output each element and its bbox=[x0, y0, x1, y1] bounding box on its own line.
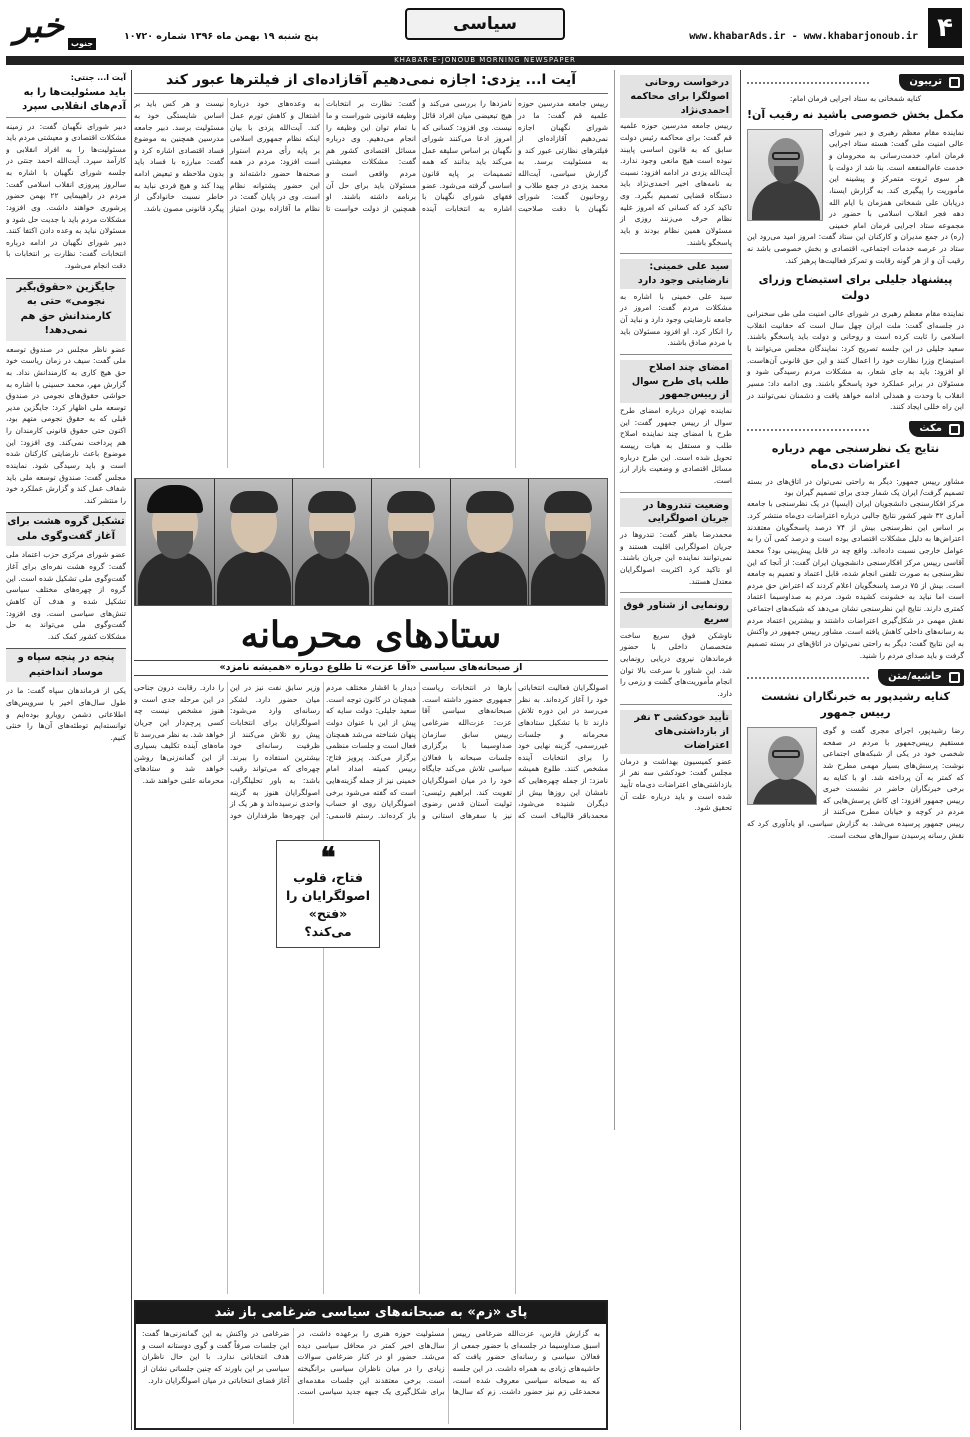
portrait-photo-rashidpour bbox=[747, 727, 817, 805]
divider bbox=[620, 492, 732, 493]
survey-kicker: مشاور رییس جمهور: دیگر به راحتی نمی‌توان در اتاق‌های در بسته تصمیم گرفت/ ایران یک شمار جدی برای تصمیم گیران بود bbox=[747, 476, 964, 497]
vessel-headline: رونمایی از شناور فوق سریع bbox=[620, 598, 732, 628]
margin-header bbox=[747, 669, 964, 685]
hardliners-headline: وضعیت تندروها در جریان اصولگرایی bbox=[620, 498, 732, 528]
divider bbox=[620, 253, 732, 254]
english-name-strip: KHABAR-E-JONOUB MORNING NEWSPAPER bbox=[6, 56, 964, 65]
zarghami-breakfast-box bbox=[134, 1300, 608, 1430]
national-dialogue-headline: تشکیل گروه هشت برای آغاز گفت‌وگوی ملی bbox=[6, 512, 126, 546]
survey-body: مرکز افکارسنجی دانشجویان ایران (ایسپا) در یک نظرسنجی با جامعه آماری ۳۲ شهر کشور نتایج جالبی درباره اعتراضات دی‌ماه منتشر کرد. بر اساس این نظرسنجی بیش از ۷۴ درصد پاسخگویان معتقدند اعتراض‌ها به دلیل مشکلات اقتصادی بوده است و درصد کمی آن را به عوامل خارجی نسبت داده‌اند. واقع چه در قابل پیش‌بینی بود؟ محمد آقاسی رییس مرکز افکارسنجی دانشجویان ایران گفت: از آنجا که این نظرسنجی به صورت تلفنی انجام شده، قابل اعتماد و تعمیم به جامعه است. بیش از ۷۵ درصد پاسخگویان اعلام کردند که اعتراض حق مردم است اما نباید به خشونت کشیده شود. مردم به صداوسیما اعتماد کمتری دارند. نتایج این نظرسنجی نشان می‌دهد که شبکه‌های اجتماعی نقش مهمی در شکل‌گیری اعتراضات داشتند و بیشترین اعتماد مردم به رسانه‌های داخلی کاهش یافته است. مشاور رییس جمهور در واکنش به این نتایج گفت: دیگر به راحتی نمی‌توان در اتاق‌های در بسته تصمیم گرفت و باید صدای مردم را شنید. bbox=[747, 499, 964, 660]
square-icon bbox=[949, 672, 960, 683]
logo-wordmark: خبر bbox=[14, 6, 65, 46]
detainees-body: عضو کمیسیون بهداشت و درمان مجلس گفت: خودکشی سه نفر از بازداشتی‌های اعتراضات دی‌ماه تأیید شده است و باید درباره علت آن تحقیق شود. bbox=[620, 756, 732, 813]
masthead bbox=[6, 6, 964, 62]
candidates-photo-strip bbox=[134, 478, 608, 606]
jannati-headline: باید مسئولیت‌ها را به آدم‌های انقلابی سپرد bbox=[6, 86, 126, 118]
quote-mark-icon: ❝ bbox=[320, 841, 336, 874]
jalili-headline: پیشنهاد جلیلی برای استیضاح وزرای دولت bbox=[758, 273, 953, 303]
right-center-column bbox=[614, 70, 732, 1130]
zarghami-box-title: پای «زم» به صبحانه‌های سیاسی ضرغامی باز شد bbox=[136, 1302, 606, 1324]
tribune-headline: مکمل بخش خصوصی باشید نه رقیب آن! bbox=[747, 107, 964, 121]
vessel-body: ناوشکن فوق سریع ساخت متخصصان داخلی با حضور فرماندهان نیروی دریایی رونمایی شد. این شناور با سرعت بالا توان انجام مأموریت‌های گشت و رزمی را دارد. bbox=[620, 630, 732, 698]
detainees-headline: تأیید خودکشی ۳ نفر از بازداشتی‌های اعتراضات bbox=[620, 710, 732, 753]
survey-headline: نتایج یک نظرسنجی مهم درباره اعتراضات دی‌ماه bbox=[771, 441, 940, 471]
hardliners-body: محمدرضا باهنر گفت: تندروها در جریان اصولگرایی اقلیت هستند و نمی‌توانند نماینده این جریان باشند. او تاکید کرد اکثریت اصولگرایان معتدل هستند. bbox=[620, 530, 732, 586]
main-story-body: رییس جامعه مدرسین حوزه علمیه قم گفت: ما در شورای نگهبان اجازه نمی‌دهیم آقازاده‌ای از فیلترهای نظارتی عبور کند و به مسئولیت برسد. به گزارش سیاسی، آیت‌الله محمد یزدی در جمع طلاب و روحانیون گفت: شورای نگهبان با دقت صلاحیت نامزدها را بررسی می‌کند و هیچ تبعیضی میان افراد قائل نیست. وی افزود: کسانی که امروز ادعا می‌کنند شورای نگهبان بر اساس سلیقه عمل می‌کند باید بدانند که همه تصمیمات بر پایه قانون اساسی گرفته می‌شود. عضو فقهای شورای نگهبان با اشاره به انتخابات آینده گفت: نظارت بر انتخابات وظیفه قانونی شوراست و ما با تمام توان این وظیفه را انجام می‌دهیم. وی درباره مسائل اقتصادی کشور هم گفت: مشکلات معیشتی مردم واقعی است و مسئولان باید برای حل آن برنامه داشته باشند. او همچنین از دولت خواست تا به وعده‌های خود درباره اشتغال و کاهش تورم عمل کند. آیت‌الله یزدی با بیان اینکه نظام جمهوری اسلامی بر پایه رأی مردم استوار است افزود: مردم در همه صحنه‌ها حضور داشته‌اند و این حضور پشتوانه نظام است. وی در پایان گفت: در نظام ما آقازاده بودن امتیاز نیست و هر کس باید بر اساس شایستگی خود به مسئولیت برسد. دبیر جامعه مدرسین همچنین به موضوع فساد اقتصادی اشاره کرد و گفت: مبارزه با فساد باید بدون ملاحظه و تبعیض ادامه پیدا کند و هیچ فردی نباید به خاطر نسبت خانوادگی از پیگرد قانونی مصون باشد. bbox=[134, 99, 608, 213]
square-icon bbox=[949, 424, 960, 435]
candidate-photo-ghasemi bbox=[450, 479, 529, 605]
jalili-body: نماینده مقام معظم رهبری در شورای عالی امنیت ملی طی سخنرانی در جلسه‌ای گفت: ملت ایران چهل سال است که حقانیت انقلاب اسلامی را ثابت کرده است و روحانی و دولت باید پاسخگو باشند. سعید جلیلی در این جلسه تصریح کرد: نمایندگان مجلس می‌توانند با استیضاح وزرا نظارت خود را اعمال کنند و این حق قانونی آن‌هاست. او افزود: باید به جای شعار، به مشکلات مردم رسیدگی شود و مسئولان در برابر عملکرد خود پاسخگو باشند. وی ادامه داد: مسیر انقلاب با وحدت و همدلی ادامه خواهد یافت و دشمنان نمی‌توانند در این راه خللی ایجاد کنند. bbox=[747, 309, 964, 412]
yazdi-trial-headline: درخواست روحانی اصولگرا برای محاکمه احمدی‌نژاد bbox=[620, 75, 732, 118]
candidate-photo-fattah bbox=[292, 479, 371, 605]
yazdi-trial-body: رییس جامعه مدرسین حوزه علمیه قم گفت: برای محاکمه رئیس دولت سابق که به قانون اساسی پایبند نبوده است هیچ مانعی وجود ندارد. آیت‌الله یزدی در ادامه افزود: نسبت به نامه‌های اخیر احمدی‌نژاد باید دستگاه قضایی تصمیم بگیرد. وی تاکید کرد که کسانی که امروز علیه نظام حرف می‌زنند روزی از مسئولان همین نظام بودند و باید پاسخگو باشند. bbox=[620, 121, 732, 247]
salary-headline: جایگزین «حقوق‌بگیر نجومی» حتی به کارمندانش حق هم نمی‌دهد! bbox=[6, 278, 126, 341]
dotted-divider bbox=[747, 82, 869, 84]
divider bbox=[620, 354, 732, 355]
candidate-photo-qalibaf bbox=[214, 479, 293, 605]
portrait-head bbox=[768, 736, 804, 780]
portrait-glasses bbox=[772, 750, 800, 758]
salary-body: عضو ناظر مجلس در صندوق توسعه ملی گفت: سیف در زمان ریاست خود حق هیچ کاری به کارمندانش نداد. به گزارش مهر، محمد حسینی با اشاره به حواشی حقوق‌های نجومی در صندوق توسعه ملی اظهار کرد: جایگزین مدیر قبلی که به حقوق نجومی متهم بود، اکنون حتی حقوق قانونی کارمندان را هم پرداخت نمی‌کند. وی افزود: این موضوع باعث نارضایتی کارکنان شده است و باید رسیدگی شود. نماینده مجلس گفت: صندوق توسعه ملی باید شفاف عمل کند و گزارش عملکرد خود را منتشر کند. bbox=[6, 344, 126, 505]
khomeini-body: سید علی خمینی با اشاره به مشکلات مردم گفت: امروز در جامعه نارضایتی وجود دارد و نباید آن را انکار کرد. او افزود مسئولان باید با مردم صادق باشند. bbox=[620, 291, 732, 348]
site-urls[interactable]: www.khabarAds.ir - www.khabarjonoub.ir bbox=[689, 31, 918, 42]
feature-body: اصولگرایان فعالیت انتخاباتی خود را آغاز کرده‌اند. به نظر می‌رسد در این دوره تلاش دارند تا با تشکیل ستادهای محرمانه و جلسات غیررسمی، گزینه نهایی خود را برای انتخابات آینده مشخص کنند. طلوع همیشه نامزد: از جمله چهره‌هایی که نامشان این روزها بیش از دیگران شنیده می‌شود، محمدباقر قالیباف است که بارها در انتخابات ریاست جمهوری حضور داشته است. صبحانه‌های سیاسی آقا عزت: عزت‌الله ضرغامی رییس سابق سازمان صداوسیما با برگزاری جلسات صبحانه با فعالان سیاسی تلاش می‌کند جایگاه خود را در میان اصولگرایان تقویت کند. ابراهیم رئیسی: تولیت آستان قدس رضوی نیز با سفرهای استانی و دیدار با اقشار مختلف مردم همچنان در کانون توجه است. سعید جلیلی: دولت سایه که پیش از این با عنوان دولت پنهان شناخته می‌شد همچنان فعال است و جلسات منظمی برگزار می‌کند. پرویز فتاح: رییس کمیته امداد امام خمینی نیز از جمله گزینه‌هایی است که گفته می‌شود برخی اصولگرایان روی او حساب باز کرده‌اند. رستم قاسمی: وزیر سابق نفت نیز در این میان حضور دارد. لشکر رسانه‌ای وارد می‌شود: اصولگرایان برای انتخابات پیش رو تلاش می‌کنند از ظرفیت رسانه‌ای خود بیشترین استفاده را ببرند. چهره‌ای که می‌تواند رقیب باشد: به باور تحلیلگران، اصولگرایان هنوز به گزینه واحدی نرسیده‌اند و هر یک از این چهره‌ها طرفداران خود را دارد. رقابت درون جناحی در این مرحله جدی است و هنوز مشخص نیست چه کسی پرچم‌دار این جریان خواهد شد. به نظر می‌رسد تا ماه‌های آینده تکلیف بسیاری از این گمانه‌زنی‌ها روشن خواهد شد و ستادهای محرمانه علنی خواهند شد. bbox=[134, 683, 608, 820]
check-tag: مکث bbox=[909, 421, 964, 438]
check-header bbox=[747, 421, 964, 437]
feature-deck: از صبحانه‌های سیاسی «آقا عزت» تا طلوع دوباره «همیشه نامزد» bbox=[134, 660, 608, 676]
newspaper-logo bbox=[8, 6, 116, 52]
right-column bbox=[740, 70, 964, 1430]
candidate-photo-raisi bbox=[135, 479, 214, 605]
feature-title: ستادهای محرمانه bbox=[240, 614, 502, 656]
rashidpour-body: رضا رشیدپور، اجرای مجری گفت و گوی مستقیم رییس‌جمهور با مردم در صفحه شخصی خود در یکی از شبکه‌های اجتماعی نوشت: پرسش‌های بسیار مهمی مطرح شد که کمتر به آن پرداخته شد. او با کنایه به برخی خبرنگاران حاضر در نشست خبری رییس جمهور افزود: ای کاش پرسش‌هایی که مردم در کوچه و خیابان مطرح می‌کنند از رییس جمهور پرسیده می‌شد. به گزارش سیاسی، او یادآوری کرد که نقش رسانه پرسیدن سوال‌های سخت است. bbox=[747, 726, 964, 840]
jannati-body: دبیر شورای نگهبان گفت: در زمینه مشکلات اقتصادی و معیشتی مردم باید مسئولیت‌ها را به افراد انقلابی و کارآمد سپرد. آیت‌الله احمد جنتی در جلسه شورای نگهبان با اشاره به سالروز پیروزی انقلاب اسلامی گفت: مردم در راهپیمایی ۲۲ بهمن حضور پرشوری خواهند داشت. وی افزود: مشکلات مردم باید با جدیت حل شود و مسئولان نباید به وعده دادن اکتفا کنند. دبیر شورای نگهبان در ادامه درباره انتخابات گفت: نظارت بر انتخابات با دقت انجام می‌شود. bbox=[6, 121, 127, 271]
irgc-headline: پنجه در پنجه سپاه و موساد انداختیم bbox=[6, 648, 126, 682]
jannati-byline: آیت ا... جنتی: bbox=[70, 73, 126, 82]
portrait-photo-shamkhani bbox=[747, 129, 823, 221]
portrait-glasses bbox=[772, 152, 800, 160]
tribune-header bbox=[747, 74, 964, 90]
left-column bbox=[6, 70, 132, 1430]
divider bbox=[620, 592, 732, 593]
reformists-question-body: نماینده تهران درباره امضای طرح سوال از رییس جمهور گفت: این طرح با امضای چند نماینده اصلاح طلب و مستقل به هیات رییسه تحویل شده است. این طرح درباره مسائل اقتصادی و وضعیت بازار ارز است. bbox=[620, 406, 732, 485]
rashidpour-headline: کنایه رشیدپور به خبرنگاران نشست رییس جمهور bbox=[761, 690, 950, 720]
national-dialogue-body: عضو شورای مرکزی حزب اعتماد ملی گفت: گروه هشت نفره‌ای برای آغاز گفت‌وگوی ملی تشکیل شده است. این گروه از چهره‌های مختلف سیاسی تشکیل شده و هدف آن کاهش تنش‌های سیاسی است. وی افزود: گفت‌وگوی ملی می‌تواند به حل مشکلات کشور کمک کند. bbox=[6, 550, 126, 641]
square-icon bbox=[949, 77, 960, 88]
portrait-body bbox=[752, 180, 820, 221]
tribune-kicker: کنایه شمخانی به ستاد اجرایی فرمان امام: bbox=[789, 94, 922, 103]
divider bbox=[620, 704, 732, 705]
zarghami-box-body: به گزارش فارس، عزت‌الله ضرغامی رییس اسبق صداوسیما در جلسه‌ای با حضور جمعی از فعالان سیاسی و رسانه‌ای حضور یافت که حاشیه‌های زیادی به همراه داشت. در این جلسه که به صبحانه سیاسی معروف شده است، محمدعلی زم نیز حضور داشت. زم که سال‌ها مسئولیت حوزه هنری را برعهده داشت، در سال‌های اخیر کمتر در محافل سیاسی دیده می‌شد. حضور او در کنار ضرغامی سوالات زیادی را در میان ناظران سیاسی برانگیخته است. برخی معتقدند این جلسات مقدمه‌ای برای شکل‌گیری یک جبهه جدید سیاسی است. ضرغامی در واکنش به این گمانه‌زنی‌ها گفت: این جلسات صرفاً گفت و گوی دوستانه است و هدف انتخاباتی ندارد. با این حال ناظران سیاسی بر این باورند که چنین جلساتی نشان از آغاز فضای انتخاباتی در میان اصولگرایان دارد. bbox=[142, 1329, 600, 1397]
logo-subtitle: جنوب bbox=[68, 38, 96, 50]
main-story bbox=[134, 70, 608, 468]
pullquote-text: فتاح، قلوب اصولگرایان را «فتح» می‌کند؟ bbox=[285, 870, 371, 940]
issue-date-line: پنج شنبه ۱۹ بهمن ماه ۱۳۹۶ شماره ۱۰۷۲۰ bbox=[124, 31, 319, 42]
dotted-divider bbox=[747, 677, 869, 679]
reformists-question-headline: امضای چند اصلاح طلب پای طرح سوال از رییس‌جمهور bbox=[620, 360, 732, 403]
margin-tag: حاشیه/متن bbox=[878, 669, 964, 686]
dotted-divider bbox=[747, 429, 869, 431]
main-headline: آیت ا... یزدی: اجازه نمی‌دهیم آقازاده‌ای از فیلترها عبور کند bbox=[134, 70, 608, 94]
section-title: سیاسی bbox=[405, 8, 565, 40]
irgc-body: یکی از فرماندهان سپاه گفت: ما در طول سال‌های اخیر با سرویس‌های اطلاعاتی دشمن رویارو بوده‌ایم و توانسته‌ایم توطئه‌های آن‌ها را خنثی کنیم. bbox=[6, 686, 126, 742]
tribune-body: نماینده مقام معظم رهبری و دبیر شورای عالی امنیت ملی گفت: هسته ستاد اجرایی فرمان امام، خدمت‌رسانی به محرومان و خدمت عام‌المنفعه است. بنا شد از دولت یا هر سوی ثروت متمرکز و پیشینه این مأموریت را پیگیری کند. به گزارش ایسنا، دریابان علی شمخانی همزمان با ایام الله دهه فجر انقلاب اسلامی با حضور در مجموعه ستاد اجرایی فرمان امام خمینی (ره) در جمع مدیران و کارکنان این ستاد گفت: امروز امید می‌رود این ستاد در عرصه خدمات اجتماعی، اقتصادی و بخش خصوصی باشد نه رقیب آن و از هر گونه رقابت و تمرکز فعالیت‌ها پرهیز کند. bbox=[747, 127, 964, 265]
khomeini-headline: سید علی خمینی: نارضایتی وجود دارد bbox=[620, 259, 732, 289]
candidate-photo-zarghami bbox=[371, 479, 450, 605]
candidate-photo-jalili bbox=[528, 479, 607, 605]
page-number: ۴ bbox=[928, 8, 962, 48]
tribune-tag: تریبون bbox=[899, 74, 964, 91]
feature-pullquote bbox=[276, 840, 380, 948]
portrait-body bbox=[752, 778, 817, 805]
